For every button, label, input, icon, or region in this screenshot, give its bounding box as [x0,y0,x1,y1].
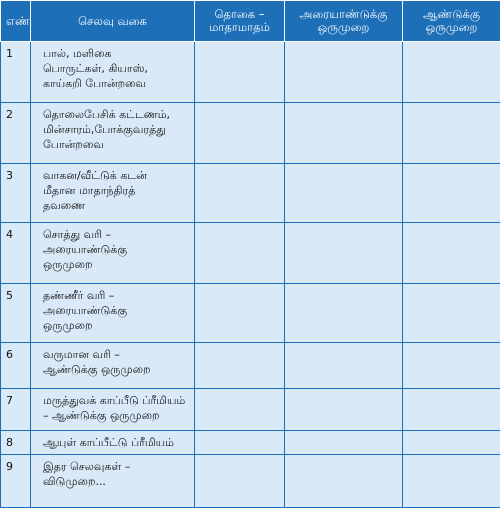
table-row [1,284,500,343]
yearly-cell[interactable] [403,455,500,508]
row-number: 2 [1,103,31,164]
category-line: வருமான வரி – [43,347,190,362]
table-row [1,431,500,455]
header-row [1,1,500,42]
row-number: 1 [1,42,31,103]
header-amount-monthly: தொகை – மாதாமாதம் [195,1,285,42]
category-line: அரையாண்டுக்கு [43,242,190,257]
table-row [1,223,500,284]
table-row [1,103,500,164]
category-line: பொருட்கள், கியாஸ், [43,61,190,76]
category-line: – ஆண்டுக்கு ஒருமுறை [43,408,190,423]
half-yearly-cell[interactable] [285,431,403,455]
row-number: 6 [1,343,31,389]
half-yearly-cell[interactable] [285,223,403,284]
expense-category-cell [31,42,195,103]
amount-monthly-cell[interactable] [195,42,285,103]
row-number: 9 [1,455,31,508]
half-yearly-cell[interactable] [285,455,403,508]
header-category: செலவு வகை [31,1,195,42]
yearly-cell[interactable] [403,42,500,103]
category-line: காய்கறி போன்றவை [43,76,190,91]
header-yearly: ஆண்டுக்கு ஒருமுறை [403,1,500,42]
category-line: விடுமுறை... [43,474,190,489]
expense-category-cell [31,455,195,508]
yearly-cell[interactable] [403,164,500,223]
expense-category-cell [31,223,195,284]
half-yearly-cell[interactable] [285,389,403,431]
amount-monthly-cell[interactable] [195,103,285,164]
header-half-yearly: அரையாண்டுக்கு ஒருமுறை [285,1,403,42]
table-row [1,164,500,223]
expense-category-cell [31,284,195,343]
row-number: 7 [1,389,31,431]
yearly-cell[interactable] [403,431,500,455]
amount-monthly-cell[interactable] [195,455,285,508]
row-number: 8 [1,431,31,455]
category-line: அரையாண்டுக்கு [43,303,190,318]
category-line: ஆண்டுக்கு ஒருமுறை [43,362,190,377]
category-line: மருத்துவக் காப்பீடு ப்ரீமியம் [43,393,190,408]
row-number: 3 [1,164,31,223]
half-yearly-cell[interactable] [285,42,403,103]
amount-monthly-cell[interactable] [195,223,285,284]
half-yearly-cell[interactable] [285,103,403,164]
category-line: தண்ணீர் வரி – [43,288,190,303]
category-line: தொலைபேசிக் கட்டணம், [43,107,190,122]
amount-monthly-cell[interactable] [195,431,285,455]
table-row [1,343,500,389]
half-yearly-cell[interactable] [285,343,403,389]
expense-category-cell [31,431,195,455]
category-line: சொத்து வரி – [43,227,190,242]
yearly-cell[interactable] [403,284,500,343]
yearly-cell[interactable] [403,389,500,431]
amount-monthly-cell[interactable] [195,284,285,343]
category-line: இதர செலவுகள் – [43,459,190,474]
category-line: தவணை [43,198,190,213]
expense-category-cell [31,103,195,164]
expense-category-cell [31,343,195,389]
amount-monthly-cell[interactable] [195,164,285,223]
category-line: வாகன/வீட்டுக் கடன் [43,168,190,183]
yearly-cell[interactable] [403,223,500,284]
row-number: 5 [1,284,31,343]
row-number: 4 [1,223,31,284]
category-line: பால், மளிகை [43,46,190,61]
table-row [1,389,500,431]
category-line: போன்றவை [43,137,190,152]
yearly-cell[interactable] [403,343,500,389]
table-row [1,42,500,103]
amount-monthly-cell[interactable] [195,343,285,389]
table-row [1,455,500,508]
amount-monthly-cell[interactable] [195,389,285,431]
category-line: ஒருமுறை [43,318,190,333]
category-line: ஆயுள் காப்பீட்டு ப்ரீமியம் [43,435,190,450]
expense-category-cell [31,389,195,431]
half-yearly-cell[interactable] [285,284,403,343]
yearly-cell[interactable] [403,103,500,164]
half-yearly-cell[interactable] [285,164,403,223]
category-line: மீதான மாதாந்திரத் [43,183,190,198]
category-line: மின்சாரம்,போக்குவரத்து [43,122,190,137]
header-num: எண் [1,1,31,42]
expense-category-cell [31,164,195,223]
category-line: ஒருமுறை [43,257,190,272]
